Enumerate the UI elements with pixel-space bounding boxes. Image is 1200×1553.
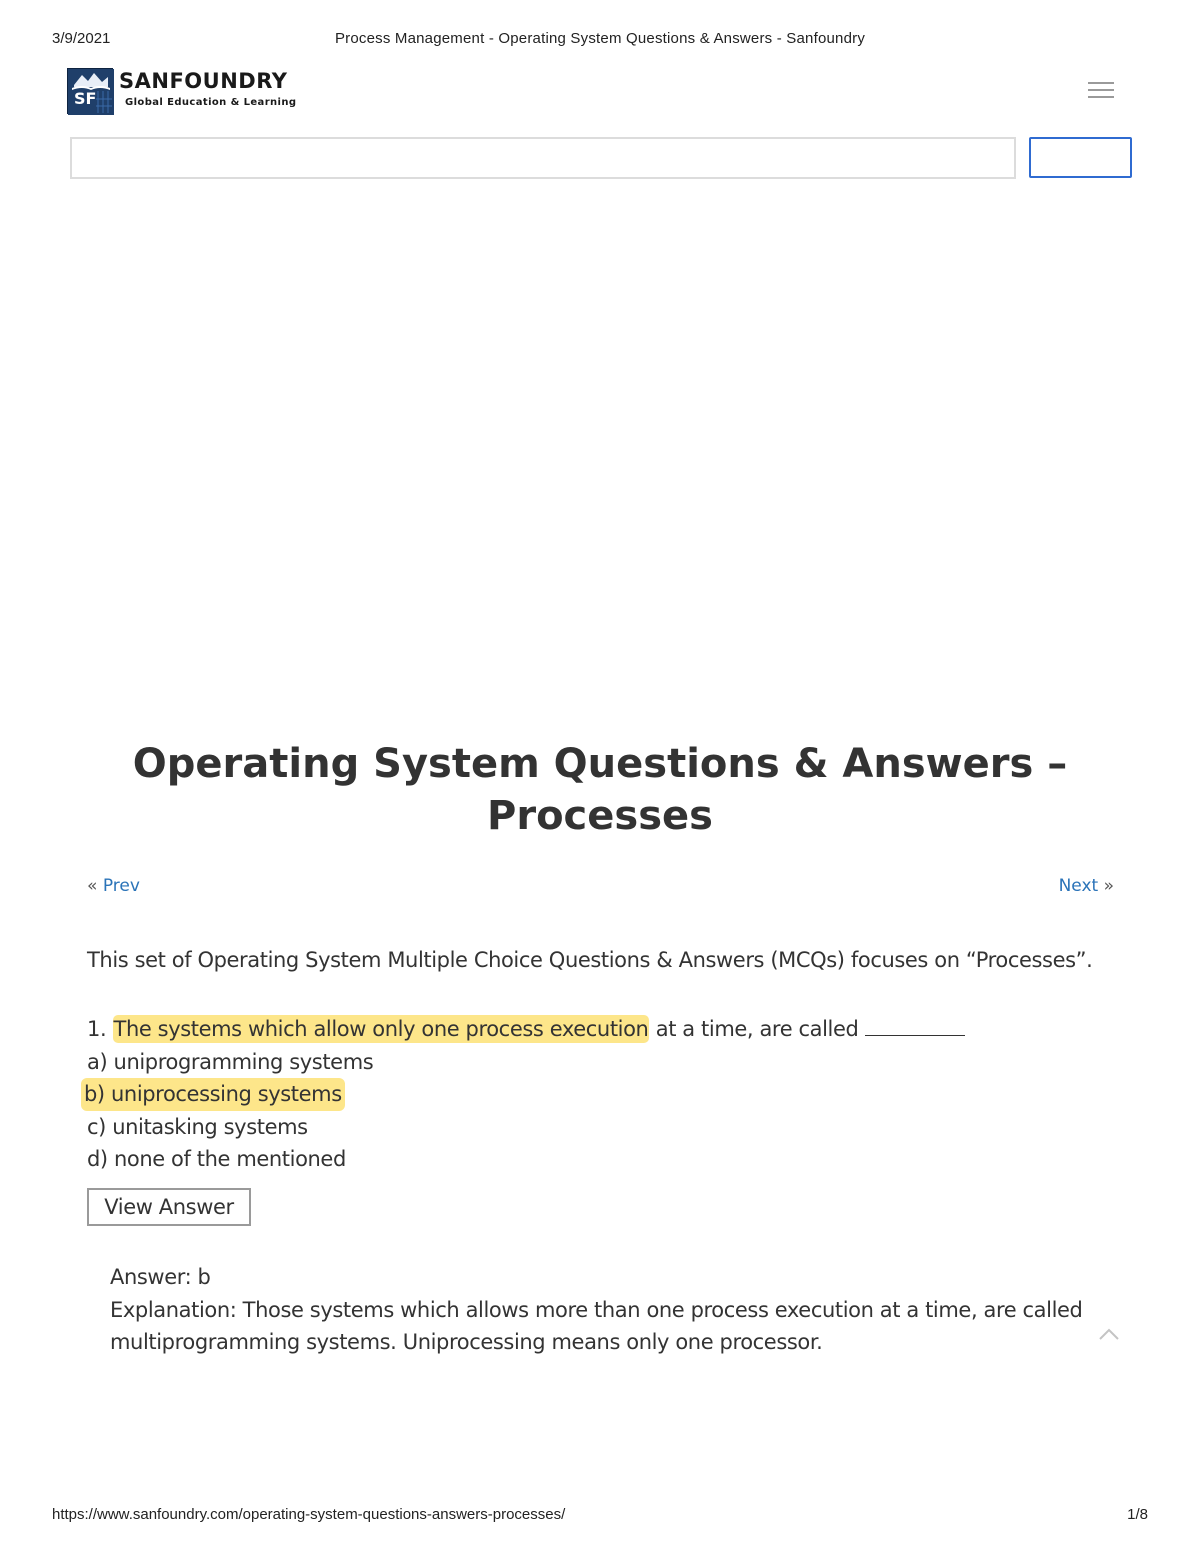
answer-text: Answer: b [110, 1265, 211, 1289]
logo-name: SANFOUNDRY [119, 69, 288, 93]
search-input[interactable] [70, 137, 1016, 179]
print-header [52, 30, 1148, 50]
page-title: Operating System Questions & Answers – Processes [132, 741, 1068, 839]
question-blank [865, 1018, 965, 1036]
option-a: a) uniprogramming systems [87, 1049, 374, 1074]
chevron-up-icon[interactable] [1098, 1327, 1120, 1341]
answer-box [110, 1261, 1115, 1354]
logo-mark-icon [67, 68, 113, 114]
question-block [84, 1013, 1120, 1176]
view-answer-button[interactable]: View Answer [87, 1188, 251, 1226]
question-rest-text: at a time, are called [655, 1017, 859, 1041]
next-link[interactable]: Next » [1058, 876, 1114, 896]
print-document-title: Process Management - Operating System Questions & Answers - Sanfoundry [334, 30, 866, 47]
option-d: d) none of the mentioned [87, 1147, 346, 1171]
question-text [87, 1013, 1120, 1046]
question-highlighted-text: The systems which allow only one process execution [113, 1017, 649, 1041]
prev-link[interactable]: « Prev [87, 876, 140, 896]
hamburger-menu-icon[interactable] [1088, 80, 1114, 100]
print-page-number: 1/8 [1127, 1506, 1148, 1523]
search-button[interactable] [1029, 137, 1132, 178]
print-footer [52, 1506, 1148, 1526]
question-number: 1. [87, 1017, 107, 1041]
intro-text: This set of Operating System Multiple Choice Questions & Answers (MCQs) focuses on “Processes”. [87, 948, 1093, 972]
option-c: c) unitasking systems [87, 1114, 308, 1139]
logo-mark-text: SF [74, 89, 97, 108]
print-date: 3/9/2021 [52, 30, 111, 47]
print-url: https://www.sanfoundry.com/operating-system-questions-answers-processes/ [52, 1506, 566, 1523]
sanfoundry-logo[interactable] [67, 68, 317, 114]
answer-explanation: Explanation: Those systems which allows more than one process execution at a time, are called multiprogramming systems. Uniprocessing means only one processor. [110, 1297, 1083, 1354]
option-b-highlighted: b) uniprocessing systems [81, 1078, 345, 1111]
logo-tagline: Global Education & Learning [125, 97, 297, 108]
